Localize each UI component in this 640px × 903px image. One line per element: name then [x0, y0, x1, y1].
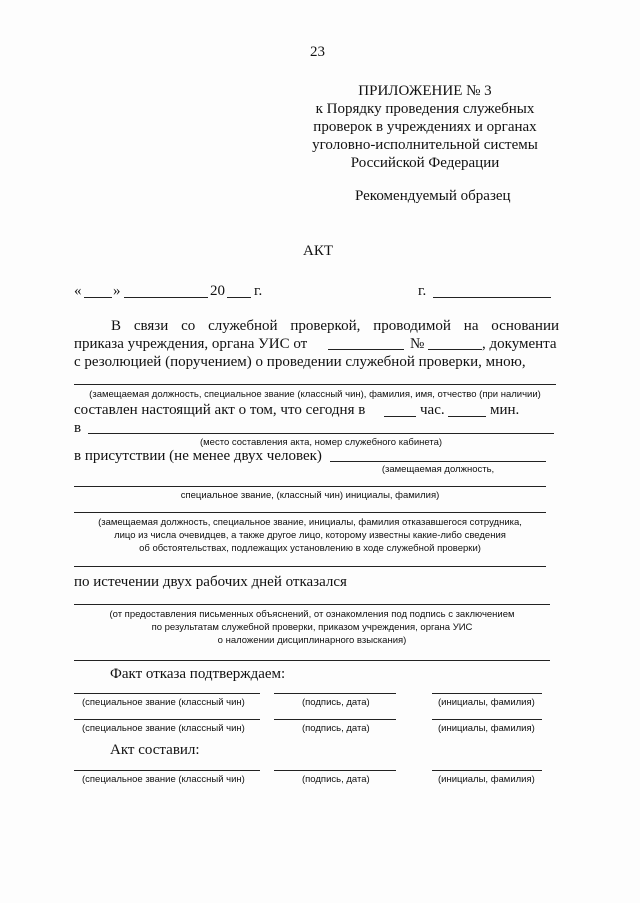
sig2-rank-field[interactable] [74, 719, 260, 720]
hint-position: (замещаемая должность, специальное звание (классный чин), фамилия, имя, отчество (при наличии) [89, 389, 541, 400]
hint-refused-line: (замещаемая должность, специальное звание, инициалы, фамилия отказавшегося сотрудника, [98, 517, 522, 528]
sig3-sign-field[interactable] [274, 770, 396, 771]
quote-close: » [113, 283, 121, 299]
city-prefix: г. [418, 283, 427, 299]
sig3-rank-field[interactable] [74, 770, 260, 771]
presence-field[interactable] [330, 461, 546, 462]
act-line-a: составлен настоящий акт о том, что сегодня в [74, 402, 366, 418]
act-line-c: мин. [490, 402, 520, 418]
refused-person-field-2[interactable] [74, 566, 546, 567]
composed-heading: Акт составил: [110, 742, 200, 758]
appendix-title: ПРИЛОЖЕНИЕ № 3 [358, 83, 492, 99]
hint-refused-from [74, 608, 550, 647]
sig3-initials-label: (инициалы, фамилия) [438, 774, 535, 785]
paragraph-line2-c: , документа [482, 336, 557, 352]
sig3-initials-field[interactable] [432, 770, 542, 771]
sig1-initials-field[interactable] [432, 693, 542, 694]
sig1-sign-label: (подпись, дата) [302, 697, 370, 708]
sig2-sign-field[interactable] [274, 719, 396, 720]
appendix-line: к Порядку проведения служебных [315, 101, 535, 117]
sig2-sign-label: (подпись, дата) [302, 723, 370, 734]
appendix-line: проверок в учреждениях и органах [313, 119, 537, 135]
sig1-sign-field[interactable] [274, 693, 396, 694]
refused-person-field[interactable] [74, 512, 546, 513]
year-prefix: 20 [210, 283, 225, 299]
confirm-heading: Факт отказа подтверждаем: [110, 666, 286, 682]
hint-place: (место составления акта, номер служебного кабинета) [199, 437, 443, 448]
hint-refused-from-line: о наложении дисциплинарного взыскания) [217, 635, 407, 646]
year-suffix: г. [254, 283, 263, 299]
place-field[interactable] [88, 433, 554, 434]
act-line-b: час. [420, 402, 445, 418]
sig2-initials-label: (инициалы, фамилия) [438, 723, 535, 734]
sig3-sign-label: (подпись, дата) [302, 774, 370, 785]
appendix-block [300, 82, 550, 172]
hint-refused-from-line: по результатам служебной проверки, приказом учреждения, органа УИС [151, 622, 473, 633]
hour-field[interactable] [384, 416, 416, 417]
minute-field[interactable] [448, 416, 486, 417]
appendix-line: уголовно-исполнительной системы [312, 137, 538, 153]
refused-from-field[interactable] [74, 604, 550, 605]
presence-field-2[interactable] [74, 486, 546, 487]
hint-rank-initials: специальное звание, (классный чин) инициалы, фамилия) [180, 490, 440, 501]
sig1-rank-field[interactable] [74, 693, 260, 694]
order-date-field[interactable] [328, 349, 404, 350]
sig3-rank-label: (специальное звание (классный чин) [82, 774, 245, 785]
hint-refused-line: об обстоятельствах, подлежащих установлению в ходе служебной проверки) [139, 543, 481, 554]
appendix-line: Российской Федерации [350, 155, 500, 171]
year-field[interactable] [227, 297, 251, 298]
city-field[interactable] [433, 297, 551, 298]
sig1-rank-label: (специальное звание (классный чин) [82, 697, 245, 708]
document-heading: АКТ [303, 243, 333, 259]
paragraph-line2-a: приказа учреждения, органа УИС от [74, 336, 308, 352]
paragraph-line1: В связи со служебной проверкой, проводимой на основании [111, 318, 559, 334]
page-number: 23 [310, 44, 325, 60]
presence-label: в присутствии (не менее двух человек) [74, 448, 322, 464]
hint-refused-line: лицо из числа очевидцев, а также другое лицо, которому известны какие-либо сведения [114, 530, 506, 541]
sig1-initials-label: (инициалы, фамилия) [438, 697, 535, 708]
in-prefix: в [74, 420, 82, 436]
refused-label: по истечении двух рабочих дней отказался [74, 574, 347, 590]
position-field[interactable] [74, 384, 556, 385]
paragraph-line2-b: № [410, 336, 425, 352]
refused-from-field-2[interactable] [74, 660, 550, 661]
hint-presence-position: (замещаемая должность, [381, 464, 495, 475]
day-field[interactable] [84, 297, 112, 298]
sig2-rank-label: (специальное звание (классный чин) [82, 723, 245, 734]
hint-refused [74, 516, 546, 555]
hint-refused-from-line: (от предоставления письменных объяснений, от ознакомления под подпись с заключением [109, 609, 515, 620]
month-field[interactable] [124, 297, 208, 298]
sig2-initials-field[interactable] [432, 719, 542, 720]
order-number-field[interactable] [428, 349, 482, 350]
quote-open: « [74, 283, 82, 299]
recommended-sample: Рекомендуемый образец [355, 188, 511, 204]
paragraph-line3: с резолюцией (поручением) о проведении служебной проверки, мною, [74, 354, 526, 370]
